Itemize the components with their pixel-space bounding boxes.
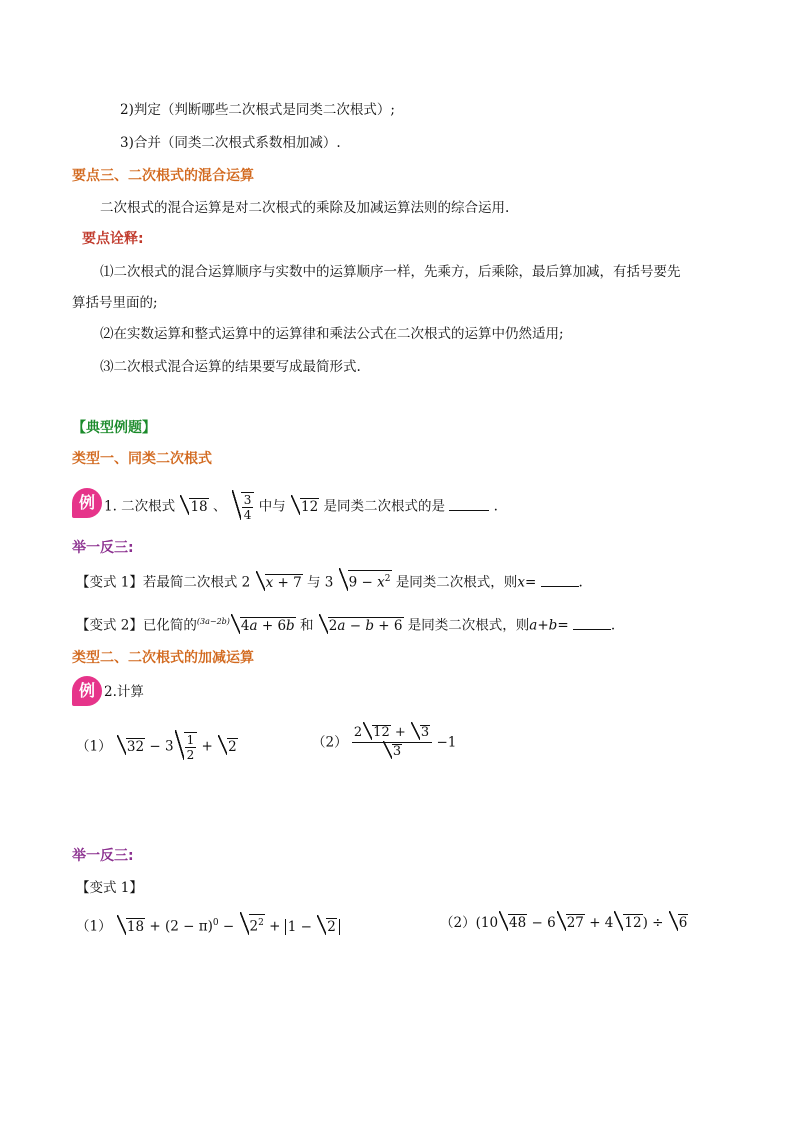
step-merge: 3)合并（同类二次根式系数相加减）. bbox=[120, 135, 341, 151]
answer-blank[interactable] bbox=[541, 572, 579, 587]
variant-2: 【变式 2】已化简的$^{(3a-2b)}$ 4a + 6b 和 2a − b + 6 是同类二次根式，则a+b= . bbox=[76, 612, 615, 636]
section-heading-3: 要点三、二次根式的混合运算 bbox=[72, 168, 254, 184]
section-intro: 二次根式的混合运算是对二次根式的乘除及加减运算法则的综合运用. bbox=[100, 200, 510, 216]
type-1-heading: 类型一、同类二次根式 bbox=[72, 451, 212, 467]
note-3: ⑶二次根式混合运算的结果要写成最简形式. bbox=[100, 359, 361, 375]
practice-title-1: 举一反三: bbox=[72, 540, 134, 556]
variant-3-part-2: （2）(10 48 − 6 27 + 4 12) ÷ 6 bbox=[440, 915, 688, 931]
example-badge-icon: 例 bbox=[72, 488, 102, 518]
practice-title-2: 举一反三: bbox=[72, 848, 134, 864]
answer-blank[interactable] bbox=[573, 615, 611, 630]
example-2-title: 2.计算 bbox=[104, 684, 144, 700]
answer-blank[interactable] bbox=[449, 496, 489, 511]
type-2-heading: 类型二、二次根式的加减运算 bbox=[72, 650, 254, 666]
note-2: ⑵在实数运算和整式运算中的运算律和乘法公式在二次根式的运算中仍然适用; bbox=[100, 326, 564, 342]
note-1-line-2: 算括号里面的; bbox=[72, 295, 158, 311]
example-1: 1. 二次根式 18 、 $\frac{3}{4}$ 中与 12 是同类二次根式的是 . bbox=[104, 493, 498, 522]
example-2-part-1: （1） 32 − 3 $\frac{1}{2}$ + 2 bbox=[76, 733, 237, 762]
examples-title: 【典型例题】 bbox=[72, 420, 156, 436]
example-2-part-2: （2） $\frac{2 12 + 3}{3}$ −1 bbox=[312, 725, 457, 759]
step-judge: 2)判定（判断哪些二次根式是同类二次根式）; bbox=[120, 102, 395, 118]
note-1-line-1: ⑴二次根式的混合运算顺序与实数中的运算顺序一样，先乘方，后乘除，最后算加减，有括号要先 bbox=[100, 264, 681, 280]
variant-1: 【变式 1】若最简二次根式 2 x + 7 与 3 $9 - x^2$ 是同类二次根式，则x= . bbox=[76, 570, 583, 593]
note-title: 要点诠释: bbox=[82, 231, 144, 247]
example-badge-icon: 例 bbox=[72, 676, 102, 706]
variant-3-part-1: （1） $18 + (2 - \pi)^0 - 2^2 + 1 - 2$ bbox=[76, 913, 340, 937]
variant-3-label: 【变式 1】 bbox=[76, 880, 143, 896]
